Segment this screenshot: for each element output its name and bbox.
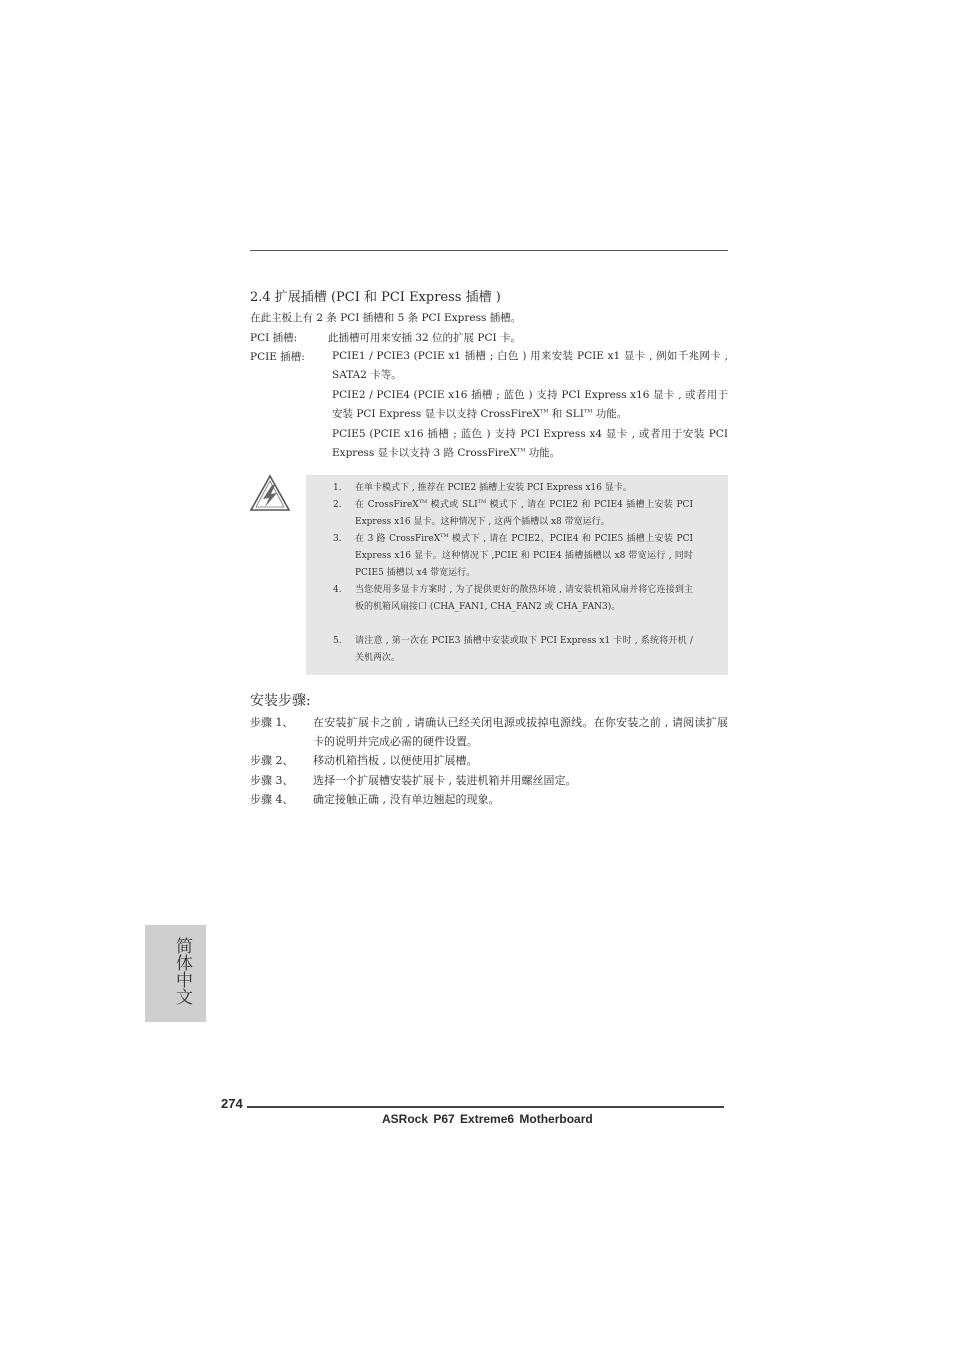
footer-rule <box>247 1106 724 1108</box>
top-rule <box>250 250 728 251</box>
step-4-label: 步骤 4、 <box>250 793 294 806</box>
step-3-text: 选择一个扩展槽安装扩展卡 , 装进机箱并用螺丝固定。 <box>313 774 577 787</box>
section-intro: 在此主板上有 2 条 PCI 插槽和 5 条 PCI Express 插槽。 <box>250 312 522 324</box>
step-2-label: 步骤 2、 <box>250 754 294 767</box>
step-2-text: 移动机箱挡板 , 以便使用扩展槽。 <box>313 754 478 767</box>
pcie-paragraph-1: PCIE1 / PCIE3 (PCIE x1 插槽 ; 白色 ) 用来安装 PCIE x1 显卡 , 例如千兆网卡 , SATA2 卡等。 <box>332 350 728 381</box>
steps-title: 安装步骤: <box>250 693 311 709</box>
note-box: 1. 在单卡模式下 , 推荐在 PCIE2 插槽上安装 PCI Express x16 显卡。 2. 在 CrossFireX™ 模式或 SLI™ 模式下 , 请在 PCIE2 和 PCIE4 插槽上安装 PCI Express x16 显卡。这种情况下 , 这两个插槽以 x8 带宽运行。 3. 在 3 路 CrossFireX™ 模式下 , 请在 PCIE2、PCIE4 和 PCIE5 插槽上安装 PCI Express x16 显卡。这种情况下 ,PCIE 和 PCIE4 插槽插槽以 x8 带宽运行 , 同时 PCIE5 插槽以 x4 带宽运行。 4. 当您使用多显卡方案时 , 为了提供更好的散热环境 , 请安装机箱风扇并将它连接到主板的机箱风扇接口 (CHA_FAN1, CHA_FAN2 或 CHA_FAN3)。 5. 请注意 , 第一次在 PCIE3 插槽中安装或取下 PCI Express x1 卡时 , 系统将开机 / 关机两次。 <box>306 475 728 675</box>
page-number: 274 <box>221 1096 243 1111</box>
pci-label: PCI 插槽: <box>250 332 298 344</box>
footer-title: ASRock P67 Extreme6 Motherboard <box>382 1112 593 1126</box>
pci-text: 此插槽可用来安插 32 位的扩展 PCI 卡。 <box>328 332 521 344</box>
step-1-text: 在安装扩展卡之前 , 请确认已经关闭电源或拔掉电源线。在你安装之前 , 请阅读扩展卡的说明并完成必需的硬件设置。 <box>313 716 728 748</box>
pcie-paragraph-3: PCIE5 (PCIE x16 插槽 ; 蓝色 ) 支持 PCI Express x4 显卡 , 或者用于安装 PCI Express 显卡以支持 3 路 CrossFireX™ 功能。 <box>332 428 728 459</box>
pcie-paragraph-2: PCIE2 / PCIE4 (PCIE x16 插槽 ; 蓝色 ) 支持 PCI Express x16 显卡 , 或者用于安装 PCI Express 显卡以支持 CrossFireX™ 和 SLI™ 功能。 <box>332 389 728 420</box>
pcie-label: PCIE 插槽: <box>250 351 305 363</box>
language-side-label: 简体中文 <box>172 937 192 1005</box>
warning-lightning-icon <box>249 473 291 513</box>
section-title: 2.4 扩展插槽 (PCI 和 PCI Express 插槽 ) <box>250 290 501 305</box>
step-3-label: 步骤 3、 <box>250 774 294 787</box>
step-1-label: 步骤 1、 <box>250 716 294 729</box>
step-4-text: 确定接触正确 , 没有单边翘起的现象。 <box>313 793 500 806</box>
language-side-tab <box>145 925 206 1022</box>
